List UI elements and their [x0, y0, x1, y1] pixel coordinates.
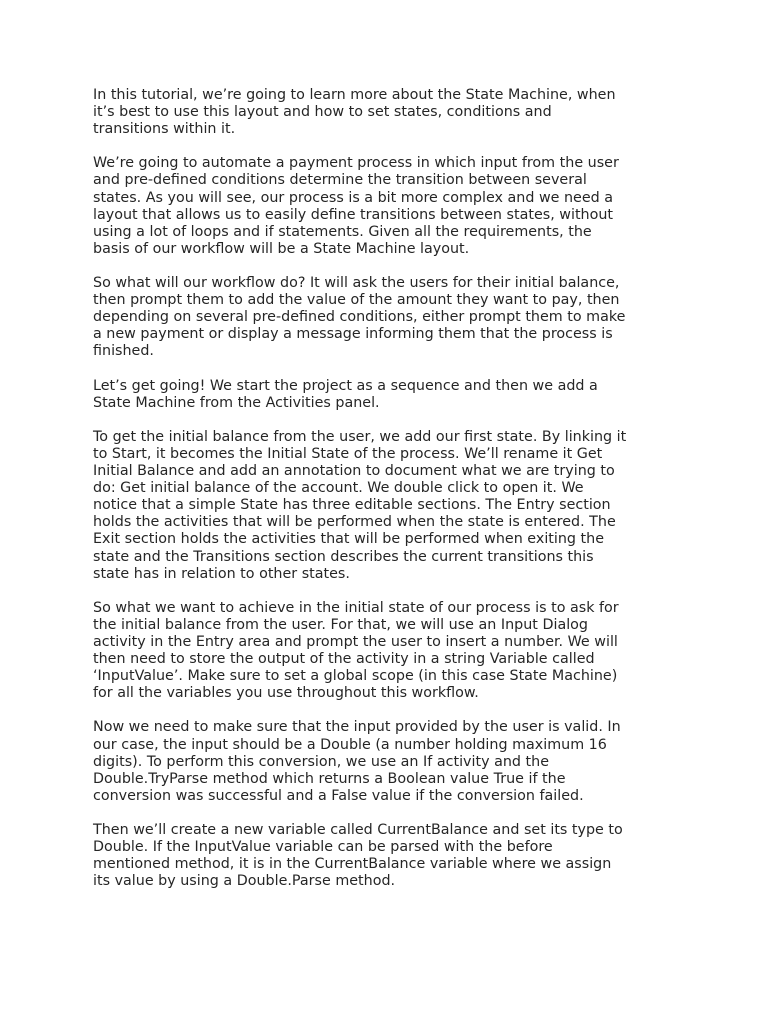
text-line: mentioned method, it is in the CurrentBalance variable where we assign [93, 856, 612, 873]
text-line: our case, the input should be a Double (a number holding maximum 16 [93, 736, 607, 753]
text-line: a new payment or display a message informing them that the process is [93, 326, 613, 343]
text-line: the initial balance from the user. For that, we will use an Input Dialog [93, 616, 588, 633]
text-line: So what we want to achieve in the initial state of our process is to ask for [93, 599, 619, 616]
text-line: layout that allows us to easily define transitions between states, without [93, 206, 614, 223]
paragraph-workflow-goal [93, 275, 683, 360]
text-line: activity in the Entry area and prompt the user to insert a number. We will [93, 634, 618, 650]
text-line: to Start, it becomes the Initial State of the process. We’ll rename it Get [93, 445, 603, 462]
text-line: Initial Balance and add an annotation to document what we are trying to [93, 463, 615, 480]
text-line: digits). To perform this conversion, we use an If activity and the [93, 753, 549, 770]
text-line: State Machine from the Activities panel. [93, 394, 380, 411]
text-line: Now we need to make sure that the input provided by the user is valid. In [93, 719, 621, 736]
text-line: basis of our workflow will be a State Machine layout. [93, 240, 470, 257]
text-line: Then we’ll create a new variable called CurrentBalance and set its type to [93, 822, 623, 839]
text-line: So what will our workflow do? It will ask the users for their initial balance, [93, 275, 620, 292]
text-line: ‘InputValue’. Make sure to set a global scope (in this case State Machine) [93, 668, 618, 685]
text-line: finished. [93, 343, 154, 360]
paragraph-current-balance [93, 822, 683, 890]
text-line: To get the initial balance from the user, we add our first state. By linking it [93, 428, 627, 445]
text-line: Let’s get going! We start the project as a sequence and then we add a [93, 377, 598, 394]
text-line: do: Get initial balance of the account. We double click to open it. We [93, 480, 584, 497]
text-line: then need to store the output of the activity in a string Variable called [93, 651, 595, 668]
text-line: In this tutorial, we’re going to learn more about the State Machine, when [93, 87, 616, 103]
text-line: states. As you will see, our process is a bit more complex and we need a [93, 189, 614, 206]
text-line: We’re going to automate a payment process in which input from the user [93, 155, 619, 172]
text-line: Exit section holds the activities that will be performed when exiting the [93, 531, 605, 548]
text-line: Double.TryParse method which returns a Boolean value True if the [93, 770, 566, 787]
text-line: conversion was successful and a False value if the conversion failed. [93, 787, 584, 804]
text-line: then prompt them to add the value of the amount they want to pay, then [93, 292, 620, 309]
paragraph-input-validation [93, 719, 683, 804]
text-line: notice that a simple State has three editable sections. The Entry section [93, 497, 611, 514]
paragraph-input-dialog [93, 600, 683, 703]
text-line: for all the variables you use throughout this workflow. [93, 685, 479, 702]
text-line: and pre-defined conditions determine the transition between several [93, 172, 587, 189]
paragraph-intro [93, 87, 683, 138]
text-line: holds the activities that will be performed when the state is entered. The [93, 514, 616, 531]
text-line: state has in relation to other states. [93, 565, 350, 582]
text-line: depending on several pre-defined conditions, either prompt them to make [93, 309, 626, 326]
text-line: Double. If the InputValue variable can be parsed with the before [93, 839, 553, 856]
text-line: using a lot of loops and if statements. Given all the requirements, the [93, 223, 592, 240]
text-line: it’s best to use this layout and how to set states, conditions and [93, 104, 552, 121]
text-line: its value by using a Double.Parse method. [93, 873, 396, 890]
paragraph-getting-started [93, 378, 683, 412]
text-line: state and the Transitions section describes the current transitions this [93, 548, 594, 565]
paragraph-initial-balance-state [93, 429, 683, 583]
text-line: transitions within it. [93, 121, 236, 138]
paragraph-payment-process [93, 155, 683, 258]
document-body [93, 87, 683, 908]
